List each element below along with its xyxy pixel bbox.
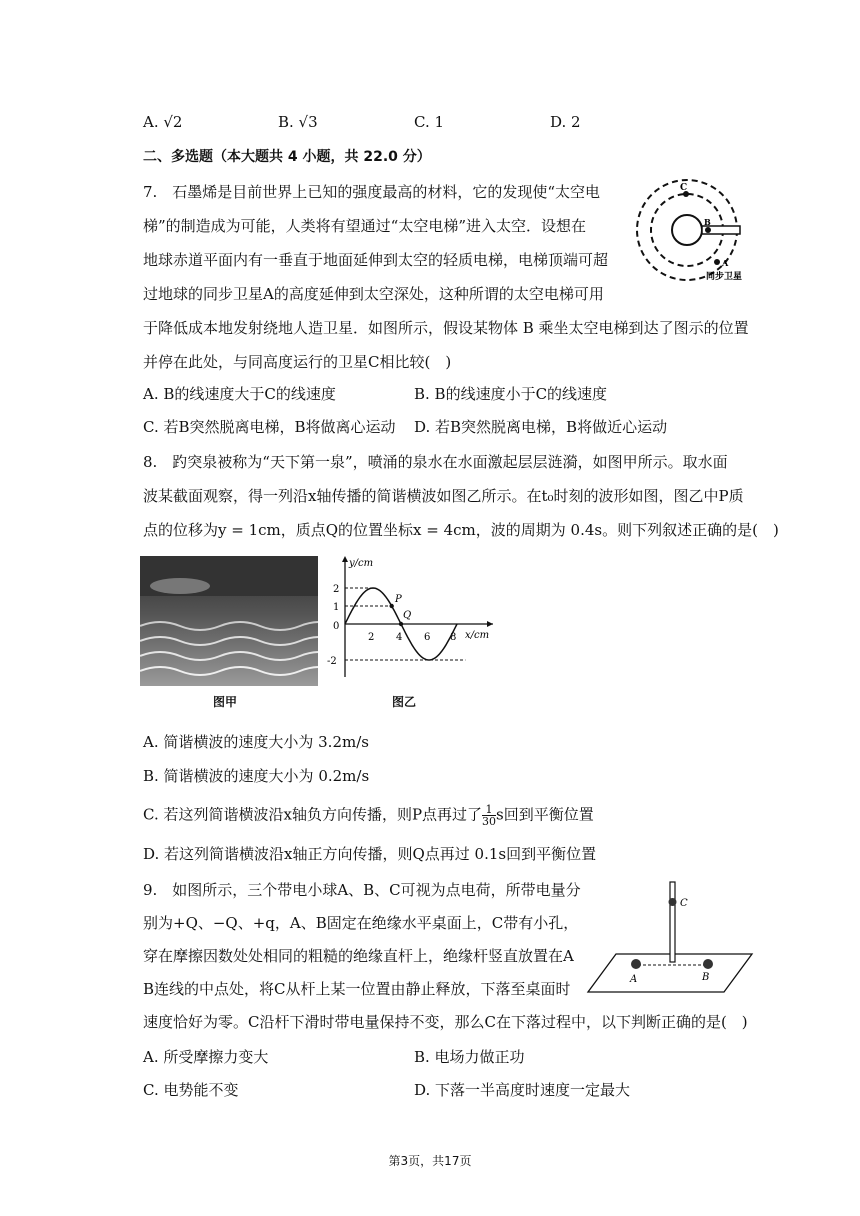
y-axis-arrow: [342, 556, 348, 562]
figure-caption: 同步卫星: [706, 272, 743, 282]
x-tick-2: 2: [368, 632, 375, 643]
q7-line-6: 并停在此处，与同高度运行的卫星C相比较( ): [143, 353, 452, 371]
q8-line-3: 点的位移为y = 1cm，质点Q的位置坐标x = 4cm，波的周期为 0.4s。则下列叙述正确的是( ): [143, 521, 779, 539]
y-tick-1: 1: [333, 602, 340, 613]
wave-graph: [325, 552, 500, 692]
q7-line-1: 7. 石墨烯是目前世界上已知的强度最高的材料，它的发现使“太空电: [143, 183, 600, 201]
fig-yi-caption: 图乙: [392, 695, 417, 709]
fraction-denominator: 30: [482, 815, 497, 828]
x-tick-4: 4: [396, 632, 403, 643]
fraction-1-30: [482, 804, 496, 827]
y-axis-label: y/cm: [349, 558, 374, 569]
q9-line-1: 9. 如图所示，三个带电小球A、B、C可视为点电荷，所带电量分: [143, 881, 581, 899]
ball-a: [631, 959, 641, 969]
q7-option-a: A. B的线速度大于C的线速度: [143, 385, 336, 403]
q8-option-c-pre: C. 若这列简谐横波沿x轴负方向传播，则P点再过了: [143, 805, 483, 824]
q9-line-5: 速度恰好为零。C沿杆下滑时带电量保持不变，那么C在下落过程中，以下判断正确的是( ): [143, 1013, 748, 1031]
x-tick-6: 6: [424, 632, 431, 643]
q8-line-2: 波某截面观察，得一列沿x轴传播的简谐横波如图乙所示。在t₀时刻的波形如图，图乙中P质: [143, 487, 744, 505]
ball-c: [669, 898, 677, 906]
q6-option-d: D. 2: [550, 113, 581, 131]
q7-line-3: 地球赤道平面内有一垂直于地面延伸到太空的轻质电梯，电梯顶端可超: [143, 251, 609, 269]
page-footer: 第3页，共17页: [388, 1154, 472, 1168]
x-axis-arrow: [487, 621, 493, 627]
q7-line-5: 于降低成本地发射绕地人造卫星．如图所示，假设某物体 B 乘坐太空电梯到达了图示的位置: [143, 319, 749, 337]
spring-photo-art: [140, 556, 318, 686]
q7-option-b: B. B的线速度小于C的线速度: [414, 385, 608, 403]
q6-option-b: B. √3: [278, 113, 318, 131]
label-b: B: [702, 972, 710, 983]
satellite-a: [714, 259, 720, 265]
insulating-rod: [670, 882, 675, 962]
y-tick-0: 0: [333, 621, 340, 632]
q9-figure: [584, 876, 754, 998]
q9-option-b: B. 电场力做正功: [414, 1048, 525, 1066]
q8-option-a: A. 简谐横波的速度大小为 3.2m/s: [143, 733, 369, 751]
q7-line-4: 过地球的同步卫星A的高度延伸到太空深处，这种所谓的太空电梯可用: [143, 285, 604, 303]
q7-line-2: 梯”的制造成为可能，人类将有望通过“太空电梯”进入太空．设想在: [143, 217, 587, 235]
q8-option-c-post: s回到平衡位置: [496, 805, 594, 824]
label-b: B: [704, 217, 711, 227]
q8-option-b: B. 简谐横波的速度大小为 0.2m/s: [143, 767, 370, 785]
q6-option-c: C. 1: [414, 113, 445, 131]
label-a: A: [630, 974, 638, 985]
fraction-numerator: 1: [482, 804, 496, 816]
q9-line-3: 穿在摩擦因数处处相同的粗糙的绝缘直杆上，绝缘杆竖直放置在A: [143, 947, 574, 965]
x-axis-label: x/cm: [465, 630, 490, 641]
label-a: A: [722, 258, 729, 268]
label-c: C: [680, 183, 688, 193]
point-q: [399, 622, 403, 626]
fig-jia-caption: 图甲: [213, 695, 238, 709]
x-tick-8: 8: [450, 632, 457, 643]
y-tick-2: 2: [333, 584, 340, 595]
object-b: [705, 227, 711, 233]
point-p-label: P: [395, 594, 402, 605]
point-q-label: Q: [403, 610, 412, 621]
q8-option-c: [143, 804, 594, 827]
q6-option-a: A. √2: [143, 113, 183, 131]
ball-b: [703, 959, 713, 969]
q9-line-4: B连线的中点处，将C从杆上某一位置由静止释放，下落至桌面时: [143, 980, 571, 998]
q8-option-d: D. 若这列简谐横波沿x轴正方向传播，则Q点再过 0.1s回到平衡位置: [143, 845, 597, 863]
earth: [672, 215, 702, 245]
q7-option-c: C. 若B突然脱离电梯，B将做离心运动: [143, 418, 396, 436]
spring-photo: [140, 556, 318, 686]
q7-orbit-figure: [622, 178, 752, 286]
section-heading: 二、多选题（本大题共 4 小题，共 22.0 分）: [143, 149, 431, 165]
q9-option-d: D. 下落一半高度时速度一定最大: [414, 1081, 631, 1099]
q8-line-1: 8. 趵突泉被称为“天下第一泉”，喷涌的泉水在水面激起层层涟漪，如图甲所示。取水面: [143, 453, 728, 471]
q9-option-c: C. 电势能不变: [143, 1081, 239, 1099]
label-c: C: [680, 898, 688, 909]
point-p: [389, 604, 393, 608]
q9-line-2: 别为+Q、−Q、+q，A、B固定在绝缘水平桌面上，C带有小孔，: [143, 914, 579, 932]
y-tick-neg2: -2: [327, 656, 337, 667]
q9-option-a: A. 所受摩擦力变大: [143, 1048, 269, 1066]
q7-option-d: D. 若B突然脱离电梯，B将做近心运动: [414, 418, 668, 436]
